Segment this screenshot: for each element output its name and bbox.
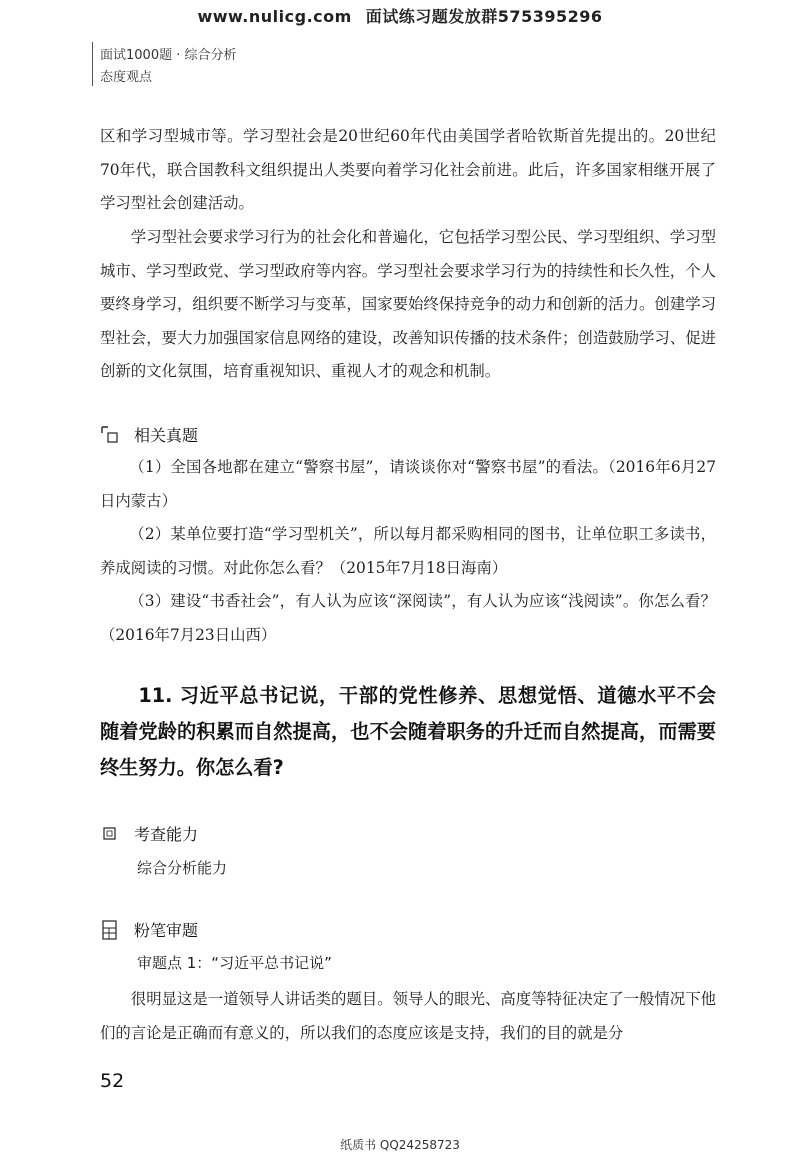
related-item-1: （1）全国各地都在建立“警察书屋”，请谈谈你对“警察书屋”的看法。（2016年6月27日内蒙古） bbox=[100, 458, 716, 510]
top-banner bbox=[0, 4, 800, 27]
paragraph-2: 学习型社会要求学习行为的社会化和普遍化，它包括学习型公民、学习型组织、学习型城市、学习型政党、学习型政府等内容。学习型社会要求学习行为的持续性和长久性，个人要终身学习，组织要不断学习与变革，国家要始终保持竞争的动力和创新的活力。创建学习型社会，要大力加强国家信息网络的建设，改善知识传播的技术条件；创造鼓励学习、促进创新的文化氛围，培育重视知识、重视人才的观念和机制。 bbox=[100, 228, 716, 380]
banner-url: www.nulicg.com bbox=[197, 7, 352, 26]
book-title: 面试1000题 · 综合分析 bbox=[100, 48, 237, 63]
banner-group: 面试练习题发放群575395296 bbox=[365, 7, 603, 26]
ability-heading-label: 考查能力 bbox=[134, 825, 199, 844]
page-number: 52 bbox=[100, 1070, 125, 1092]
paragraph-1: 区和学习型城市等。学习型社会是20世纪60年代由美国学者哈钦斯首先提出的。20世纪70年代，联合国教科文组织提出人类要向着学习化社会前进。此后，许多国家相继开展了学习型社会创建活动。 bbox=[100, 127, 716, 212]
related-heading-label: 相关真题 bbox=[134, 426, 199, 445]
ability-value: 综合分析能力 bbox=[137, 859, 228, 877]
question-11: 11. 习近平总书记说，干部的党性修养、思想觉悟、道德水平不会随着党龄的积累而自然提高，也不会随着职务的升迁而自然提高，而需要终生努力。你怎么看? bbox=[100, 684, 716, 779]
ability-section-icon bbox=[100, 824, 120, 844]
analysis-paragraph: 很明显这是一道领导人讲话类的题目。领导人的眼光、高度等特征决定了一般情况下他们的言论是正确而有意义的，所以我们的态度应该是支持，我们的目的就是分 bbox=[100, 990, 716, 1042]
related-section-icon bbox=[100, 425, 120, 445]
analysis-heading-label: 粉笔审题 bbox=[134, 921, 199, 940]
analysis-point-1: 审题点 1：“习近平总书记说” bbox=[137, 954, 332, 972]
analysis-heading bbox=[100, 918, 198, 941]
footer-text: 纸质书 QQ24258723 bbox=[340, 1138, 460, 1152]
section-title: 态度观点 bbox=[100, 70, 153, 85]
related-heading bbox=[100, 423, 198, 446]
header-rule bbox=[92, 42, 93, 86]
ability-heading bbox=[100, 822, 198, 845]
analysis-section-icon bbox=[100, 920, 120, 940]
related-item-2: （2）某单位要打造“学习型机关”，所以每月都采购相同的图书，让单位职工多读书，养成阅读的习惯。对此你怎么看？（2015年7月18日海南） bbox=[100, 525, 716, 577]
related-item-3: （3）建设“书香社会”，有人认为应该“深阅读”，有人认为应该“浅阅读”。你怎么看？（2016年7月23日山西） bbox=[100, 592, 716, 644]
